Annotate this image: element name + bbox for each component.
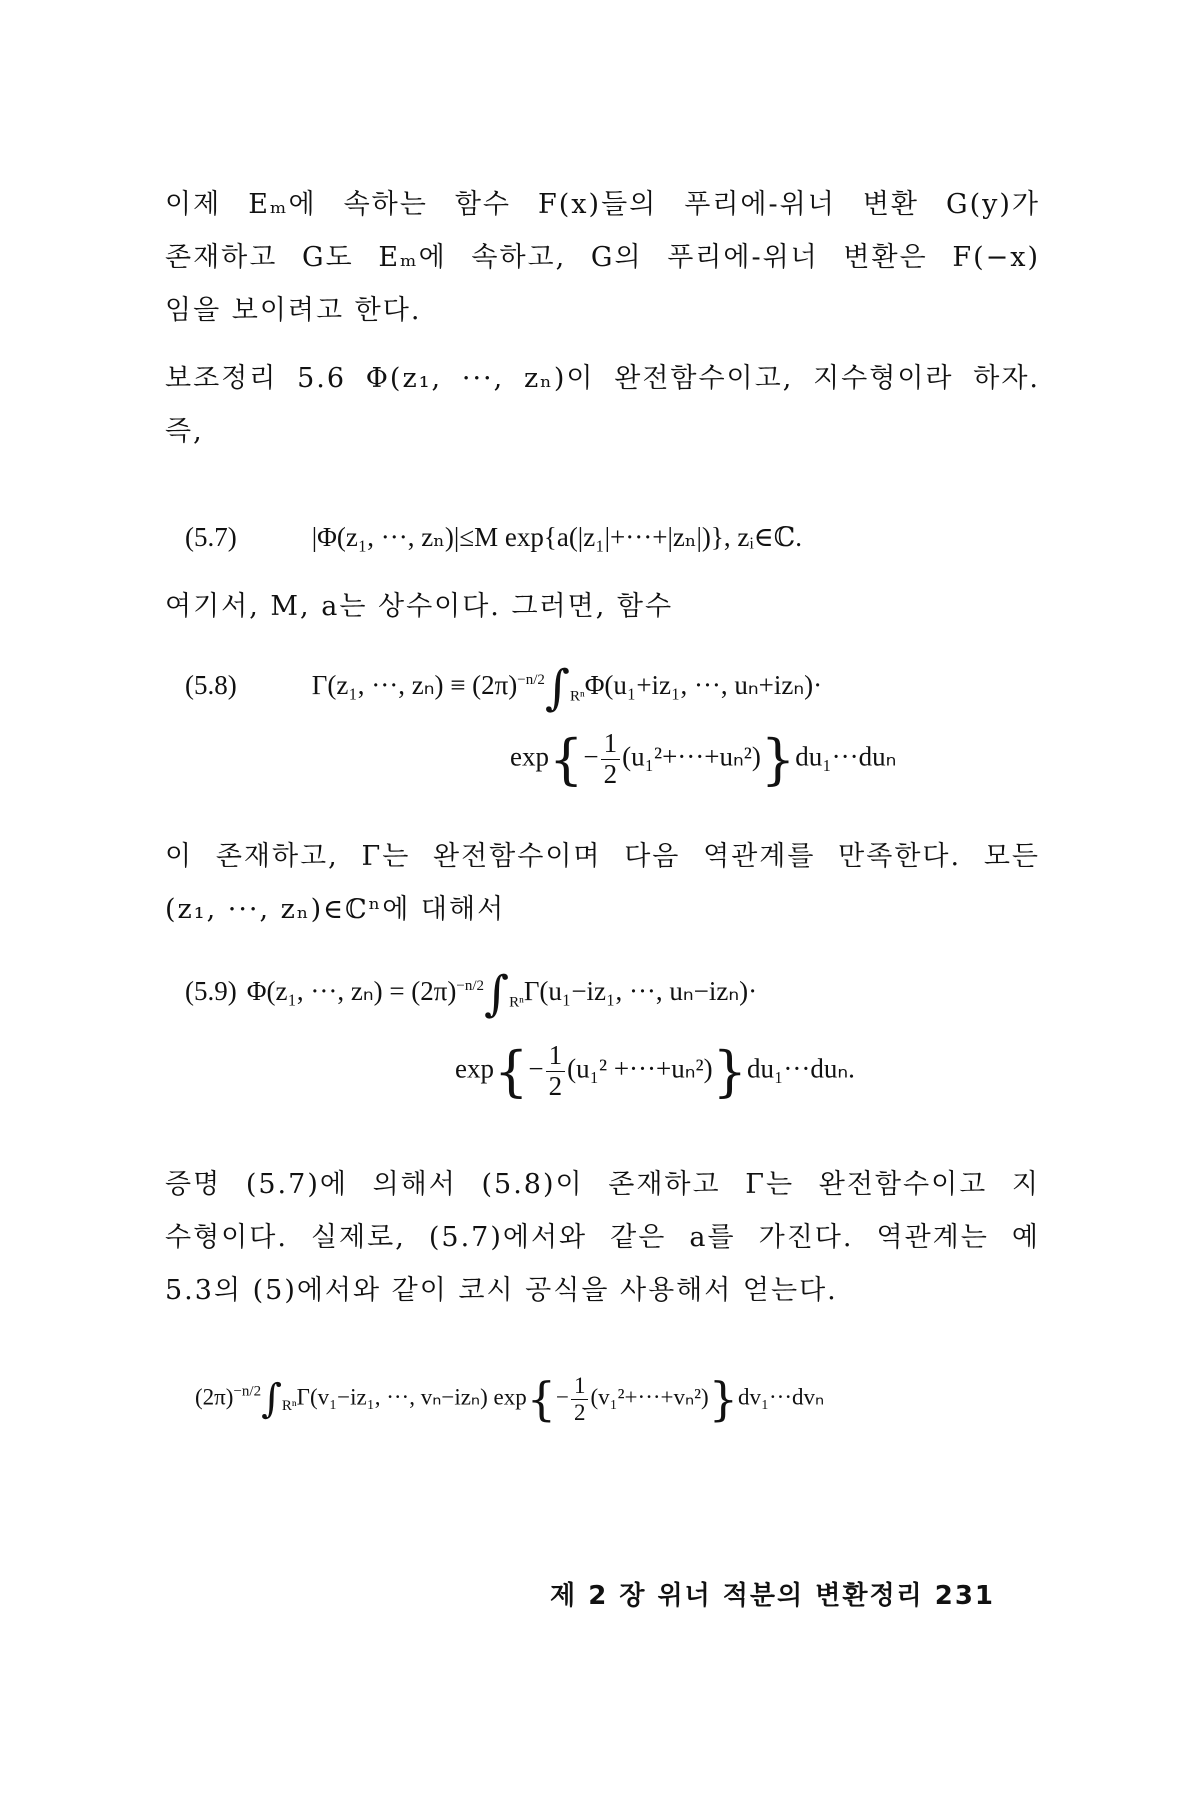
differentials: du₁···duₙ [795, 741, 897, 772]
equation-5-8 [185, 660, 822, 716]
equation-lhs: Φ(z₁, ···, zₙ) = (2π) [246, 976, 457, 1007]
fraction-numerator: 1 [601, 729, 621, 760]
final-differentials: dv₁···dvₙ [737, 1384, 825, 1410]
left-brace: { [526, 1372, 556, 1426]
integration-domain: Rⁿ [509, 994, 524, 1011]
fraction [601, 729, 621, 789]
equation-5-9 [185, 966, 757, 1022]
final-expression: $(2\pi)^{-n/2}\int_{R^n}\Gamma(v_1-iz_1$, ···, vₙ−izₙ) exp{− $\frac{1}{2}$ (v₁²+···+vₙ²)}dv₁···dvₙ [195, 1372, 825, 1426]
final-body: Γ(v₁−iz₁, ···, vₙ−izₙ) exp [296, 1384, 527, 1410]
equation-number: (5.7) [185, 522, 237, 552]
fraction-denominator: 2 [603, 759, 618, 789]
equation-5-7 [185, 522, 802, 553]
integration-domain: Rⁿ [569, 688, 585, 705]
differentials: du₁···duₙ. [746, 1053, 855, 1084]
proof-line-1-text: (5.7)에 의해서 (5.8)이 존재하고 Γ는 완전함수이고 지 [245, 1169, 1040, 1200]
equation-5-9-line-2: exp{− $\frac{1}{2}$ (u₁² +···+uₙ²)}du₁···duₙ. [455, 1040, 855, 1103]
paragraph-inverse [165, 830, 1040, 936]
page-footer: 제 2 장 위너 적분의 변환정리 231 [550, 1581, 995, 1611]
exp-label: exp [510, 741, 549, 772]
left-brace: { [548, 728, 584, 791]
paragraph-constants [165, 580, 1040, 633]
final-exponent: −n/2 [233, 1383, 262, 1400]
right-brace: } [712, 1040, 747, 1103]
exp-label: exp [455, 1053, 494, 1084]
fraction-denominator: 2 [573, 1399, 586, 1425]
equation-formula: |Φ(z₁, ···, zₙ)|≤M exp{a(|z₁|+···+|zₙ|)}, zᵢ∈ℂ. [311, 522, 802, 552]
equation-5-8-line-2: exp{− $\frac{1}{2}$ (u₁²+···+uₙ²)}du₁···duₙ [510, 728, 897, 791]
equation-lhs: Γ(z₁, ···, zₙ) ≡ (2π) [311, 670, 518, 701]
proof-line-3: 5.3의 (5)에서와 같이 코시 공식을 사용해서 얻는다. [165, 1275, 838, 1306]
equation-number: (5.8) [185, 670, 237, 701]
lemma-line-1 [165, 352, 1040, 405]
fraction-numerator: 1 [546, 1041, 566, 1072]
fraction-numerator: 1 [571, 1373, 589, 1399]
equation-exponent: −n/2 [456, 978, 485, 995]
proof-label: 증명 [165, 1169, 222, 1200]
lemma-label: 보조정리 5.6 [165, 363, 347, 394]
intro-line-3: 임을 보이려고 한다. [165, 295, 422, 326]
proof-line-2: 수형이다. 실제로, (5.7)에서와 같은 a를 가진다. 역관계는 예 [165, 1222, 1040, 1253]
squared-sum: (u₁²+···+uₙ²) [622, 741, 761, 772]
integral-sign: ∫ [484, 966, 510, 1022]
fraction [546, 1041, 566, 1101]
squared-sum: (u₁² +···+uₙ²) [567, 1053, 713, 1084]
intro-paragraph [165, 178, 1040, 337]
equation-rhs: Γ(u₁−iz₁, ···, uₙ−izₙ)· [523, 976, 758, 1007]
fraction [571, 1373, 589, 1425]
integration-domain: Rⁿ [281, 1397, 297, 1414]
proof-paragraph [165, 1158, 1040, 1317]
final-lhs: (2π) [195, 1384, 234, 1410]
inverse-line-2: (z₁, ···, zₙ)∈ℂⁿ에 대해서 [165, 894, 506, 925]
inverse-line-1: 이 존재하고, Γ는 완전함수이며 다음 역관계를 만족한다. 모든 [165, 841, 1040, 872]
fraction-denominator: 2 [548, 1071, 563, 1101]
final-inner: (v₁²+···+vₙ²) [590, 1384, 709, 1410]
right-brace: } [760, 728, 796, 791]
lemma-line-2: 즉, [165, 416, 204, 447]
lemma-statement [165, 352, 1040, 458]
integral-sign: ∫ [261, 1376, 282, 1422]
constants-line: 여기서, M, a는 상수이다. 그러면, 함수 [165, 591, 674, 622]
equation-rhs: Φ(u₁+iz₁, ···, uₙ+izₙ)· [584, 670, 823, 701]
intro-line-2: 존재하고 G도 Eₘ에 속하고, G의 푸리에-위너 변환은 F(−x) [165, 242, 1040, 273]
intro-line-1: 이제 Eₘ에 속하는 함수 F(x)들의 푸리에-위너 변환 G(y)가 [165, 189, 1040, 220]
equation-number: (5.9) [185, 976, 237, 1007]
equation-exponent: −n/2 [517, 672, 545, 689]
lemma-line-1-text: Φ(z₁, ···, zₙ)이 완전함수이고, 지수형이라 하자. [365, 363, 1040, 394]
integral-sign: ∫ [544, 660, 570, 716]
right-brace: } [708, 1372, 738, 1426]
left-brace: { [493, 1040, 529, 1103]
proof-line-1 [165, 1158, 1040, 1211]
